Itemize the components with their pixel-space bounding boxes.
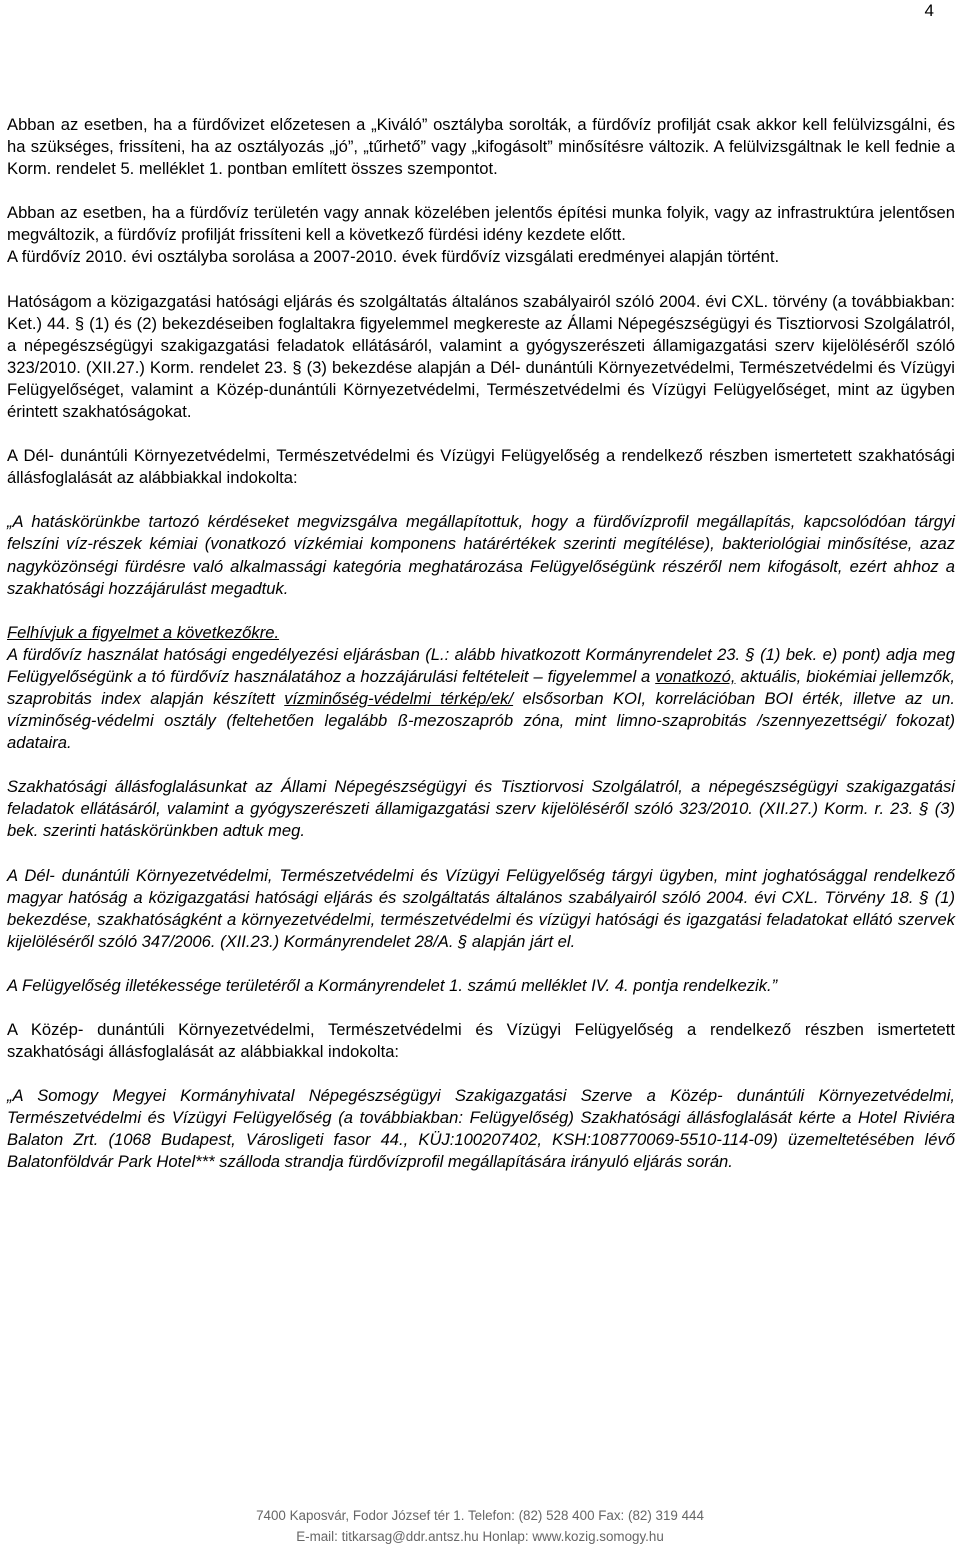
page-footer bbox=[0, 1505, 960, 1547]
footer-contact: E-mail: titkarsag@ddr.antsz.hu Honlap: www.kozig.somogy.hu bbox=[296, 1529, 664, 1544]
footer-address: 7400 Kaposvár, Fodor József tér 1. Telefon: (82) 528 400 Fax: (82) 319 444 bbox=[256, 1508, 704, 1523]
paragraph-classification: A fürdővíz 2010. évi osztályba sorolása a 2007-2010. évek fürdővíz vizsgálati eredményei alapján történt. bbox=[7, 247, 780, 267]
paragraph-kozep-dunantuli-intro: A Közép- dunántúli Környezetvédelmi, Természetvédelmi és Vízügyi Felügyelőség a rendelkező részben ismertetett szakhatósági állásfoglalását az alábbiakkal indokolta: bbox=[7, 1020, 955, 1062]
paragraph-illetekesseg: A Felügyelőség illetékessége területéről a Kormányrendelet 1. számú melléklet IV. 4. pontja rendelkezik.” bbox=[7, 975, 778, 995]
attention-text-c: aktuális, biokémiai jellemzők, szaprobitás index alapján készített bbox=[7, 666, 955, 708]
paragraph-attention-body bbox=[7, 644, 955, 754]
paragraph-del-dunantuli-quote: „A hatáskörünkbe tartozó kérdéseket megvizsgálva megállapítottuk, hogy a fürdővízprofil megállapítás, kapcsolódóan tárgyi felszíni víz-részek kémiai (vonatkozó vízkémiai komponens határértékek szerinti megítélése), bakteriológiai minősítése, azaz nagyközönségi fürdésre való alkalmassági kategória meghatározása Felügyelőségünk részéről nem kifogásolt, ezért ahhoz a szakhatósági hozzájárulást megadtuk. bbox=[7, 512, 955, 598]
document-body bbox=[7, 114, 955, 1196]
paragraph-kozep-dunantuli-quote: „A Somogy Megyei Kormányhivatal Népegészségügyi Szakigazgatási Szerve a Közép- dunántúli Környezetvédelmi, Természetvédelmi és Vízügyi Felügyelőség (a továbbiakban: Felügyelőség) Szakhatósági állásfoglalását kérte a Hotel Riviéra Balaton Zrt. (1068 Budapest, Városligeti fasor 44., KÜJ:100207402, KSH:108770069-5510-114-09) üzemeltetésében lévő Balatonföldvár Park Hotel*** szálloda strandja fürdővízprofil megállapítására irányuló eljárás során. bbox=[7, 1086, 955, 1172]
attention-text-vonatkozo: vonatkozó, bbox=[655, 666, 736, 686]
attention-heading: Felhívjuk a figyelmet a következőkre. bbox=[7, 622, 280, 642]
paragraph-szakhatosagi-allasfoglalas: Szakhatósági állásfoglalásunkat az Állami Népegészségügyi és Tisztiorvosi Szolgálatról, a népegészségügyi szakigazgatási feladatok ellátásáról, valamint a gyógyszerészeti államigazgatási szerv kijelöléséről szóló 323/2010. (XII.27.) Korm. r. 23. § (3) bek. szerinti hatáskörünkben adtuk meg. bbox=[7, 777, 955, 841]
paragraph-construction-update: Abban az esetben, ha a fürdővíz területén vagy annak közelében jelentős építési munka folyik, vagy az infrastruktúra jelentősen megváltozik, a fürdővíz profilját frissíteni kell a következő fürdési idény kezdete előtt. bbox=[7, 203, 955, 245]
paragraph-profile-review: Abban az esetben, ha a fürdővizet előzetesen a „Kiváló” osztályba sorolták, a fürdővíz profilját csak akkor kell felülvizsgálni, és ha szükséges, frissíteni, ha az osztályozás „jó”, „tűrhető” vagy „kifogásolt” minősítésre változik. A felülvizsgáltnak le kell fednie a Korm. rendelet 5. melléklet 1. pontban említett összes szempontot. bbox=[7, 115, 955, 179]
page-number: 4 bbox=[924, 1, 934, 20]
paragraph-authority-request: Hatóságom a közigazgatási hatósági eljárás és szolgáltatás általános szabályairól szóló 2004. évi CXL. törvény (a továbbiakban: Ket.) 44. § (1) és (2) bekezdéseiben foglaltakra figyelemmel megkereste az Állami Népegészségügyi és Tisztiorvosi Szolgálatról, a népegészségügyi szakigazgatási feladatok ellátásáról, valamint a gyógyszerészeti államigazgatási szerv kijelöléséről szóló 323/2010. (XII.27.) Korm. rendelet 23. § (3) bekezdése alapján a Dél- dunántúli Környezetvédelmi, Természetvédelmi és Vízügyi Felügyelőséget, valamint a Közép-dunántúli Környezetvédelmi, Természetvédelmi és Vízügyi Felügyelőséget, mint az ügyben érintett szakhatóságokat. bbox=[7, 291, 955, 422]
paragraph-joghatosag: A Dél- dunántúli Környezetvédelmi, Természetvédelmi és Vízügyi Felügyelőség tárgyi ügyben, mint joghatósággal rendelkező magyar hatóság a közigazgatási hatósági eljárás és szolgáltatás általános szabályairól szóló 2004. évi CXL. Törvény 18. § (1) bekezdése, szakhatóságként a környezetvédelmi, természetvédelmi és vízügyi hatósági és igazgatási feladatokat ellátó szervek kijelöléséről szóló 347/2006. (XII.23.) Kormányrendelet 28/A. § alapján járt el. bbox=[7, 865, 955, 951]
attention-text-e: elsősorban KOI, korrelációban BOI érték, illetve az un. vízminőség-védelmi osztály (feltehetően legalább ß-mezoszaprób zóna, mint limno-szaprobitás /szennyezettségi/ fokozat) adataira. bbox=[7, 688, 955, 753]
attention-text-a: A fürdővíz használat hatósági engedélyezési eljárásban (L.: alább hivatkozott Kormányrendelet 23. § (1) bek. e) pont) adja meg Felügyelőségünk a tó fürdővíz használatához a hozzájárulási feltételeit – figyelemmel a bbox=[7, 644, 955, 686]
paragraph-attention-heading bbox=[7, 622, 955, 644]
paragraph-del-dunantuli-intro: A Dél- dunántúli Környezetvédelmi, Természetvédelmi és Vízügyi Felügyelőség a rendelkező részben ismertetett szakhatósági állásfoglalását az alábbiakkal indokolta: bbox=[7, 446, 955, 488]
attention-text-terkep: vízminőség-védelmi térkép/ek/ bbox=[284, 688, 514, 708]
